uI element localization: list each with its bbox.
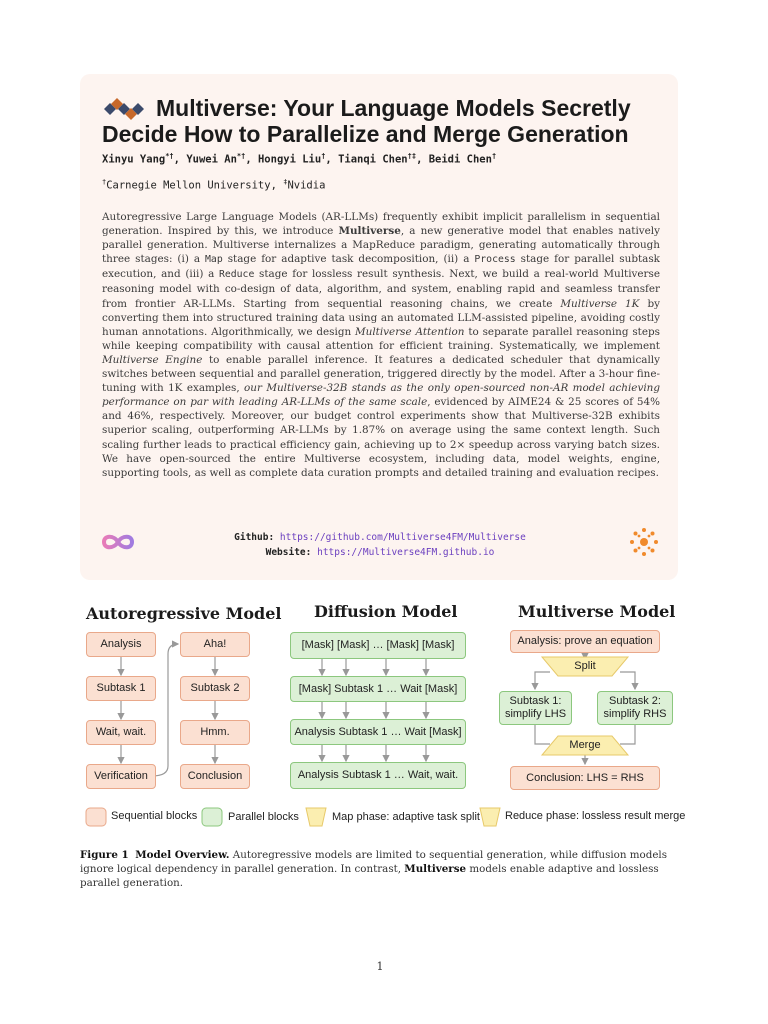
affiliation-mark: ‡: [283, 178, 288, 186]
author-mark: *†: [236, 152, 246, 160]
diffusion-title: Diffusion Model: [314, 602, 458, 621]
website-link[interactable]: https://Multiverse4FM.github.io: [317, 547, 495, 558]
abstract-italic: our Multiverse-32B stands as the only open-sourced non-AR model achieving performance on par with leading AR-LLMs of the same scale: [102, 382, 660, 409]
title-line-2: Decide How to Parallelize and Merge Generation: [102, 121, 629, 147]
caption-bold: Model Overview.: [135, 849, 230, 861]
affiliation-name: Carnegie Mellon University: [106, 179, 271, 192]
page-number: 1: [376, 960, 384, 973]
figure-model-overview: [80, 596, 688, 836]
affiliation-list: †Carnegie Mellon University, ‡Nvidia: [102, 178, 326, 192]
diffusion-block: Analysis Subtask 1 … Wait [Mask]: [290, 719, 466, 745]
abstract-code: Process: [474, 254, 516, 266]
abstract-italic: Multiverse 1K: [560, 297, 640, 310]
multiverse-bottom-block: Conclusion: LHS = RHS: [510, 766, 660, 790]
github-line: [180, 530, 580, 545]
author-mark: †‡: [407, 152, 417, 160]
ar-block: Verification: [86, 764, 156, 789]
affiliation-name: Nvidia: [287, 179, 326, 192]
ar-block: Subtask 2: [180, 676, 250, 701]
caption-text: models enable adaptive and lossless parallel generation.: [80, 863, 659, 889]
figure-caption: [80, 848, 690, 890]
split-label: Split: [574, 660, 596, 672]
abstract-text: stage for lossless result synthesis. Next, we build a real-world Multiverse reasoning model with co-design of data, algorithm, and system, enabling rapid and seamless transfer from frontier AR-LLMs. Starting from sequential reasoning chains, we create: [102, 268, 660, 310]
author-mark: †: [321, 152, 326, 160]
abstract-text: , evidenced by AIME24 & 25 scores of 54% and 46%, respectively. Moreover, our budget control experiments show that Multiverse-32B exhibits superior scaling, outperforming AR-LLMs by 1.87% on average using the same context length. Such scaling further leads to practical efficiency gain, achieving up to 2× speedup across varying batch sizes. We have open-sourced the entire Multiverse ecosystem, including data, model weights, engine, supporting tools, as well as complete data curation prompts and detailed training and evaluation recipes.: [102, 396, 660, 479]
merge-label: Merge: [569, 739, 601, 751]
ar-block: Wait, wait.: [86, 720, 156, 745]
multiverse-logo-icon: [102, 97, 148, 121]
caption-bold-multiverse: Multiverse: [404, 863, 467, 875]
author-name: Yuwei An: [186, 153, 237, 166]
abstract-bold: Multiverse: [338, 225, 401, 238]
ar-title: Autoregressive Model: [86, 604, 282, 623]
caption-text: Autoregressive models are limited to sequential generation, while diffusion models ignore logical dependency in parallel generation. In contrast,: [80, 849, 668, 875]
abstract-text: to enable parallel inference. It features a dedicated scheduler that dynamically switches between sequential and parallel generation, triggered directly by the model. After a 3-hour fine-tuning with 1K examples,: [102, 353, 660, 395]
website-line: [180, 545, 580, 560]
sun-burst-logo-icon: [628, 526, 660, 558]
infinity-logo-icon: [100, 531, 136, 553]
abstract-code: Map: [205, 254, 223, 266]
diffusion-block: [Mask] Subtask 1 … Wait [Mask]: [290, 676, 466, 702]
author-name: Tianqi Chen: [338, 153, 408, 166]
legend-reduce-swatch: [480, 808, 500, 826]
author-name: Beidi Chen: [428, 153, 492, 166]
ar-block: Conclusion: [180, 764, 250, 789]
legend-map-swatch: [306, 808, 326, 826]
abstract-italic: Multiverse Attention: [355, 325, 465, 338]
legend-seq-label: Sequential blocks: [111, 810, 198, 822]
caption-label: Figure 1: [80, 849, 129, 861]
abstract-text: stage for parallel subtask execution, and (iii) a: [102, 253, 660, 281]
github-label: Github:: [234, 532, 275, 543]
project-links: [180, 530, 580, 560]
legend-seq-swatch: [86, 808, 106, 826]
abstract-code: Reduce: [218, 269, 255, 281]
legend-map-label: Map phase: adaptive task split: [332, 811, 480, 823]
abstract: [102, 210, 660, 480]
website-label: Website:: [265, 547, 312, 558]
author-mark: *†: [165, 152, 174, 160]
multiverse-subtask-block: Subtask 1: simplify LHS: [499, 691, 572, 725]
title-line-1: Multiverse: Your Language Models Secretly: [156, 95, 631, 121]
abstract-italic: Multiverse Engine: [102, 353, 203, 366]
author-name: Hongyi Liu: [257, 153, 322, 166]
abstract-text: by converting them into structured training data using an automated LLM-assisted pipeline, avoiding costly human annotations. Algorithmically, we design: [102, 297, 660, 338]
ar-block: Aha!: [180, 632, 250, 657]
diffusion-block: [Mask] [Mask] … [Mask] [Mask]: [290, 632, 466, 659]
abstract-text: to separate parallel reasoning steps while keeping compatibility with causal attention for efficient training. Systematically, we implement: [102, 325, 660, 352]
author-list: Xinyu Yang*†, Yuwei An*†, Hongyi Liu†, Tianqi Chen†‡, Beidi Chen†: [102, 152, 497, 166]
legend-par-label: Parallel blocks: [228, 811, 299, 823]
ar-block: Subtask 1: [86, 676, 156, 701]
legend-reduce-label: Reduce phase: lossless result merge: [505, 810, 686, 822]
abstract-text: stage for adaptive task decomposition, (ii) a: [222, 253, 475, 266]
abstract-text: Autoregressive Large Language Models (AR-LLMs) frequently exhibit implicit parallelism in sequential generation. Inspired by this, we introduce: [102, 211, 660, 238]
multiverse-title: Multiverse Model: [518, 602, 676, 621]
diffusion-block: Analysis Subtask 1 … Wait, wait.: [290, 762, 466, 789]
author-mark: †: [491, 152, 497, 160]
multiverse-subtask-block: Subtask 2: simplify RHS: [597, 691, 673, 725]
affiliation-mark: †: [102, 178, 107, 186]
legend-par-swatch: [202, 808, 222, 826]
ar-block: Hmm.: [180, 720, 250, 745]
abstract-text: , a new generative model that enables natively parallel generation. Multiverse internalizes a MapReduce paradigm, generating automatically through three stages: (i) a: [102, 225, 660, 266]
github-link[interactable]: https://github.com/Multiverse4FM/Multiverse: [279, 532, 526, 543]
ar-block: Analysis: [86, 632, 156, 657]
multiverse-top-block: Analysis: prove an equation: [510, 630, 660, 653]
author-name: Xinyu Yang: [102, 153, 166, 166]
paper-title: [102, 95, 672, 147]
